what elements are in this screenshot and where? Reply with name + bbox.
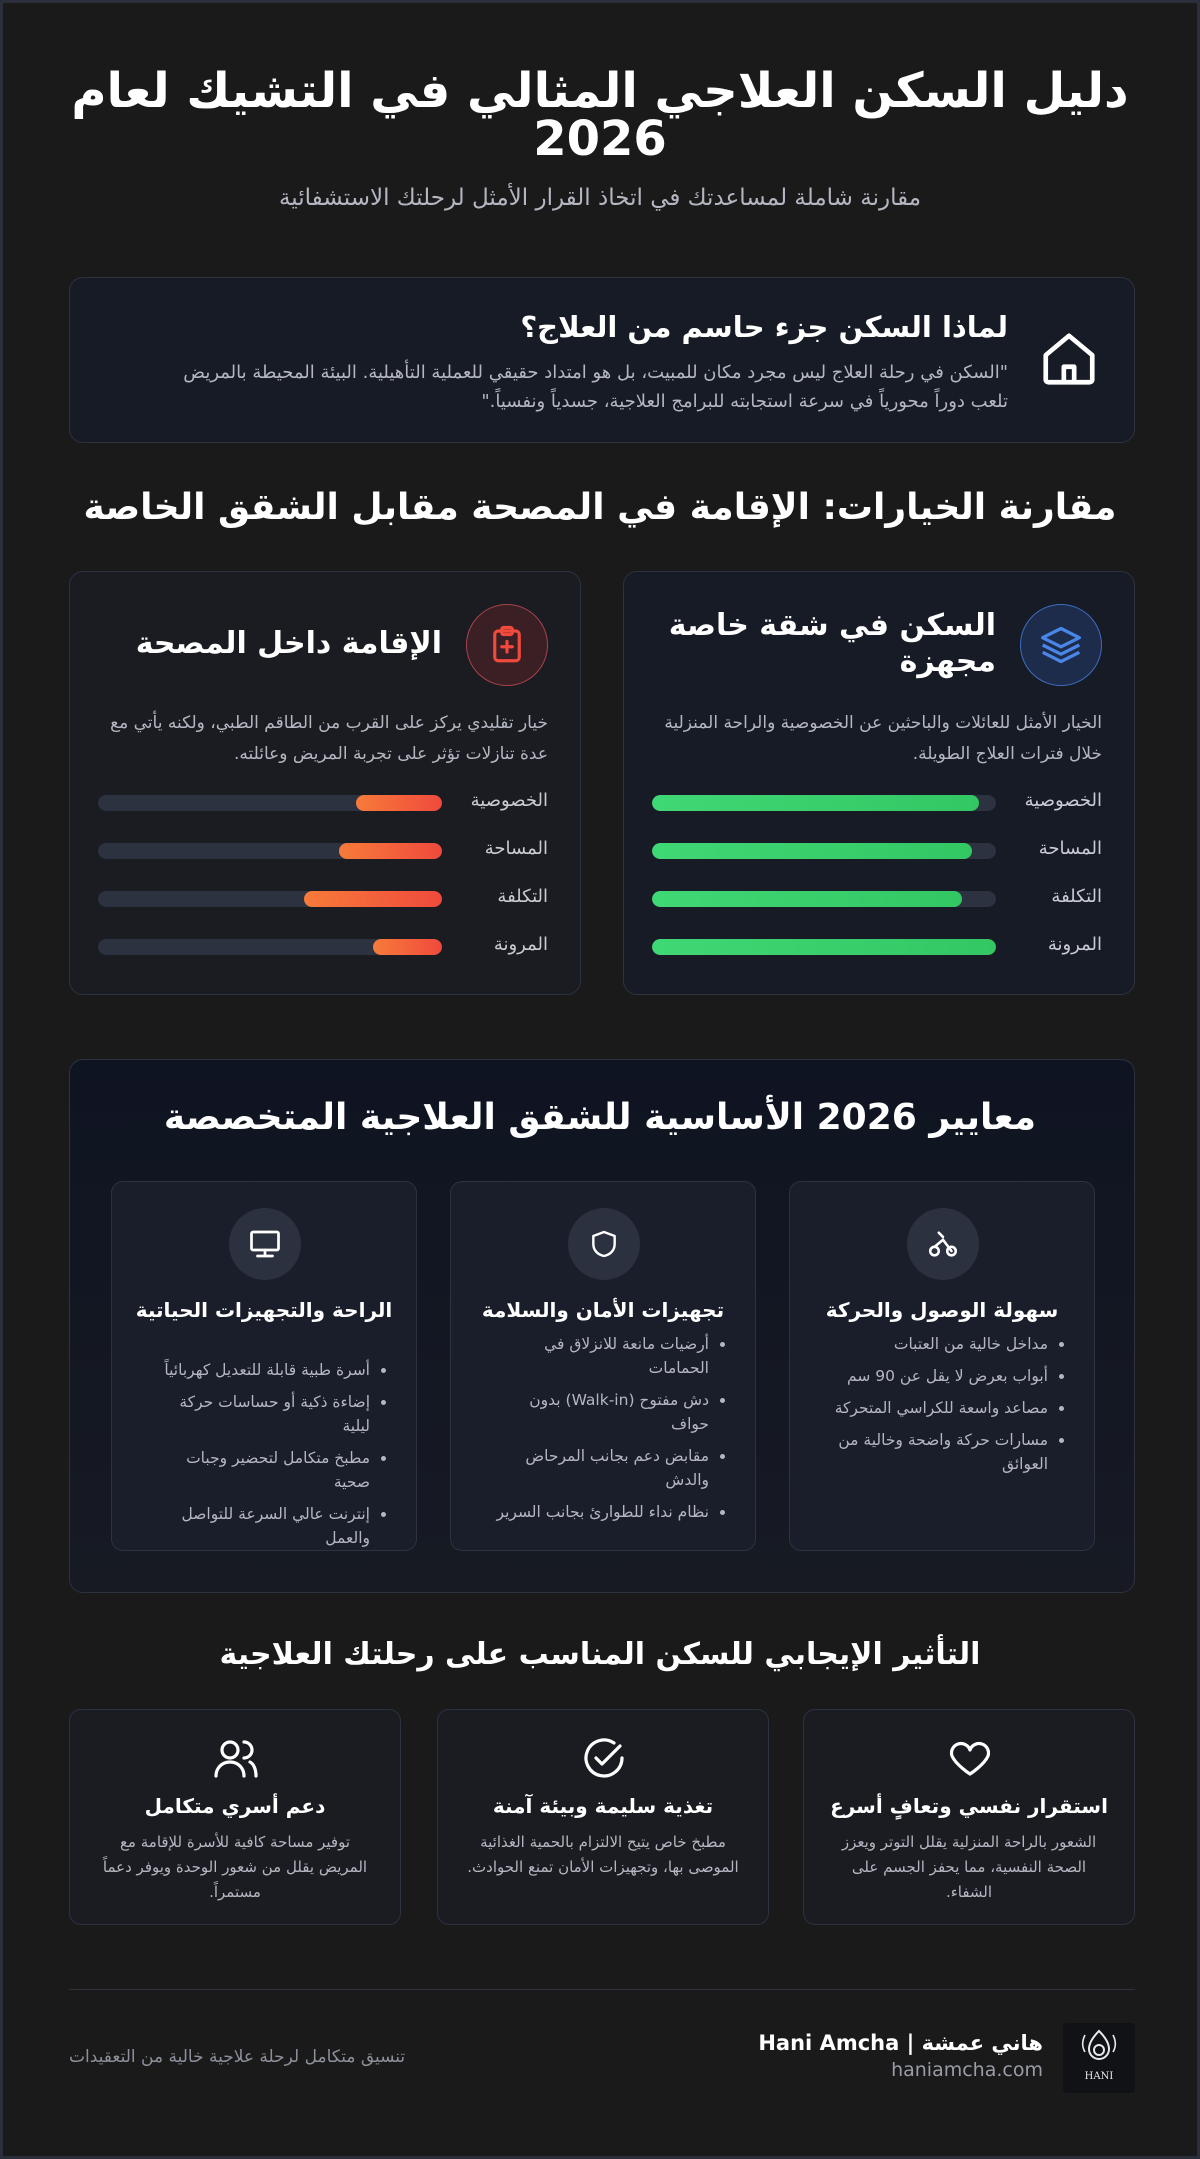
- impact-card-title: دعم أسري متكامل: [144, 1794, 326, 1818]
- list-item: • مقابض دعم بجانب المرحاض والدش: [495, 1444, 709, 1492]
- bar-fill: [652, 891, 962, 907]
- why-housing-card: [69, 277, 1135, 443]
- standard-list: [834, 1332, 1070, 1484]
- hospital-bar-cost: [98, 886, 548, 910]
- page-subtitle: مقارنة شاملة لمساعدتك في اتخاذ القرار الأمثل لرحلتك الاستشفائية: [278, 185, 922, 211]
- bar-label: الخصوصية: [470, 790, 548, 811]
- bar-label: الخصوصية: [1024, 790, 1102, 811]
- layers-icon: [1020, 604, 1102, 686]
- apartment-title: السكن في شقة خاصة مجهزة: [668, 608, 996, 679]
- hospital-bar-flexibility: [98, 934, 548, 958]
- hospital-bar-space: [98, 838, 548, 862]
- standard-list: [495, 1332, 731, 1532]
- standards-title: معايير 2026 الأساسية للشقق العلاجية المتخصصة: [163, 1097, 1037, 1138]
- bar-fill: [652, 843, 972, 859]
- shield-icon: [568, 1208, 640, 1280]
- list-item: • دش مفتوح (Walk-in) بدون حواف: [495, 1388, 709, 1436]
- apartment-bar-space: [652, 838, 1102, 862]
- users-icon: [212, 1734, 260, 1782]
- bar-label: التكلفة: [1051, 886, 1102, 907]
- page-title: دليل السكن العلاجي المثالي في التشيك لعام 2026: [71, 63, 1129, 167]
- bar-label: المرونة: [1047, 934, 1102, 955]
- comparison-title: مقارنة الخيارات: الإقامة في المصحة مقابل الشقق الخاصة: [83, 487, 1117, 528]
- impact-card-recovery: [803, 1709, 1135, 1925]
- hospital-option-card: [69, 571, 581, 995]
- list-item: • أبواب بعرض لا يقل عن 90 سم: [834, 1364, 1048, 1388]
- impact-title: التأثير الإيجابي للسكن المناسب على رحلتك العلاجية: [219, 1637, 981, 1672]
- monitor-icon: [229, 1208, 301, 1280]
- list-item: • إضاءة ذكية أو حساسات حركة ليلية: [156, 1390, 370, 1438]
- footer-divider: [69, 1989, 1135, 1990]
- footer-tagline: تنسيق متكامل لرحلة علاجية خالية من التعقيدات: [69, 2047, 406, 2067]
- list-item: • مصاعد واسعة للكراسي المتحركة: [834, 1396, 1048, 1420]
- list-item: • مسارات حركة واضحة وخالية من العوائق: [834, 1428, 1048, 1476]
- bar-fill: [356, 795, 442, 811]
- impact-card-nutrition: [437, 1709, 769, 1925]
- impact-card-text: مطبخ خاص يتيح الالتزام بالحمية الغذائية الموصى بها، وتجهيزات الأمان تمنع الحوادث.: [467, 1833, 739, 1876]
- home-icon: [1038, 328, 1100, 390]
- logo-icon: [1063, 2023, 1135, 2093]
- check-circle-icon: [580, 1734, 628, 1782]
- list-item: • نظام نداء للطوارئ بجانب السرير: [495, 1500, 709, 1524]
- list-item: • إنترنت عالي السرعة للتواصل والعمل: [156, 1502, 370, 1550]
- clipboard-plus-icon: [466, 604, 548, 686]
- header: [3, 3, 1197, 211]
- bar-label: المساحة: [484, 838, 548, 859]
- standard-card-comfort: [111, 1181, 417, 1551]
- heart-icon: [946, 1734, 994, 1782]
- impact-card-title: استقرار نفسي وتعافٍ أسرع: [830, 1794, 1108, 1818]
- apartment-desc: الخيار الأمثل للعائلات والباحثين عن الخصوصية والراحة المنزلية خلال فترات العلاج الطويلة.: [664, 713, 1102, 764]
- apartment-bar-privacy: [652, 790, 1102, 814]
- apartment-option-card: [623, 571, 1135, 995]
- bar-fill: [304, 891, 442, 907]
- list-item: • أرضيات مانعة للانزلاق في الحمامات: [495, 1332, 709, 1380]
- why-text: "السكن في رحلة العلاج ليس مجرد مكان للمبيت، بل هو امتداد حقيقي للعملية التأهيلية. البيئة المحيطة بالمريض تلعب دوراً محورياً في سرعة استجابته للبرامج العلاجية، جسدياً ونفسياً.": [183, 362, 1008, 412]
- impact-card-family: [69, 1709, 401, 1925]
- bar-fill: [652, 939, 996, 955]
- brand-name: هاني عمشة | Hani Amcha: [758, 2031, 1043, 2055]
- brand-url[interactable]: haniamcha.com: [891, 2059, 1043, 2081]
- standard-title: الراحة والتجهيزات الحياتية: [135, 1298, 393, 1322]
- standard-title: تجهيزات الأمان والسلامة: [481, 1298, 725, 1322]
- brand-logo: [1063, 2023, 1135, 2093]
- impact-card-title: تغذية سليمة وبيئة آمنة: [492, 1794, 714, 1818]
- apartment-bar-flexibility: [652, 934, 1102, 958]
- standard-list: [156, 1358, 392, 1558]
- bar-fill: [339, 843, 442, 859]
- impact-card-text: توفير مساحة كافية للأسرة للإقامة مع المريض يقلل من شعور الوحدة ويوفر دعماً مستمراً.: [102, 1833, 368, 1901]
- bar-label: المساحة: [1038, 838, 1102, 859]
- standard-card-accessibility: [789, 1181, 1095, 1551]
- logo-text: HANI: [1084, 2071, 1114, 2082]
- bar-fill: [373, 939, 442, 955]
- apartment-bar-cost: [652, 886, 1102, 910]
- bar-label: التكلفة: [497, 886, 548, 907]
- why-title: لماذا السكن جزء حاسم من العلاج؟: [520, 310, 1008, 344]
- standard-card-safety: [450, 1181, 756, 1551]
- bar-fill: [652, 795, 979, 811]
- hospital-bar-privacy: [98, 790, 548, 814]
- bar-label: المرونة: [493, 934, 548, 955]
- impact-card-text: الشعور بالراحة المنزلية يقلل التوتر ويعزز الصحة النفسية، مما يحفز الجسم على الشفاء.: [841, 1833, 1097, 1901]
- hospital-title: الإقامة داخل المصحة: [135, 626, 442, 661]
- list-item: • أسرة طبية قابلة للتعديل كهربائياً: [156, 1358, 370, 1382]
- wheelchair-icon: [907, 1208, 979, 1280]
- list-item: • مطبخ متكامل لتحضير وجبات صحية: [156, 1446, 370, 1494]
- hospital-desc: خيار تقليدي يركز على القرب من الطاقم الطبي، ولكنه يأتي مع عدة تنازلات تؤثر على تجربة المريض وعائلته.: [110, 713, 548, 764]
- list-item: • مداخل خالية من العتبات: [834, 1332, 1048, 1356]
- standard-title: سهولة الوصول والحركة: [825, 1298, 1059, 1322]
